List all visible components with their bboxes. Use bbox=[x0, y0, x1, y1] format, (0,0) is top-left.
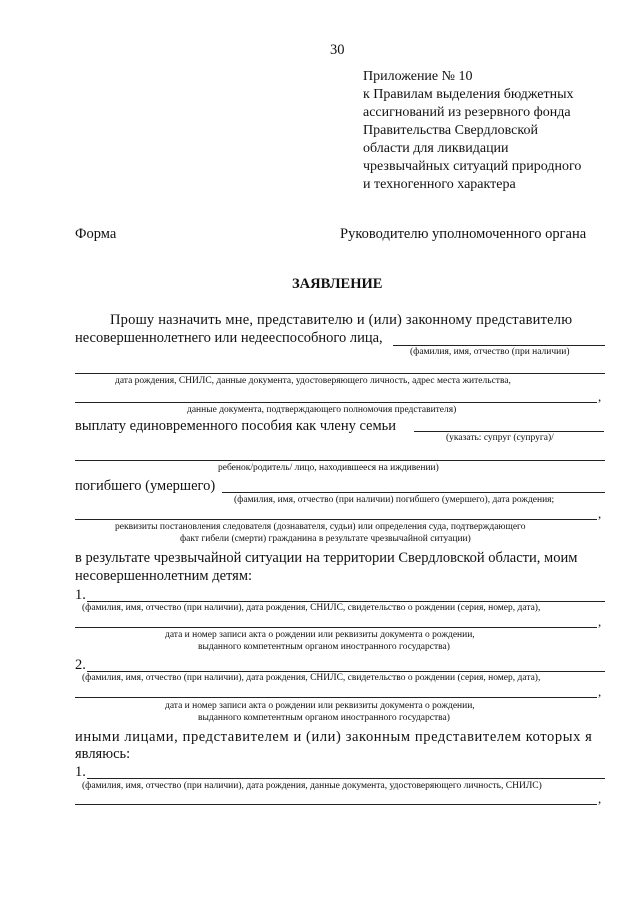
comma: , bbox=[598, 791, 602, 806]
appendix-line: чрезвычайных ситуаций природного bbox=[363, 159, 582, 174]
appendix-line: Правительства Свердловской bbox=[363, 123, 538, 138]
deceased-field-line[interactable] bbox=[222, 492, 605, 493]
appendix-line: ассигнований из резервного фонда bbox=[363, 105, 571, 120]
decree-hint-1: реквизиты постановления следователя (дознавателя, судьи) или определения суда, подтверждающего bbox=[115, 522, 526, 532]
fio-field-line[interactable] bbox=[393, 345, 605, 346]
comma: , bbox=[598, 684, 602, 699]
other-1-field-line[interactable] bbox=[87, 778, 605, 779]
other-1-number: 1. bbox=[75, 764, 86, 780]
rep-doc-hint: данные документа, подтверждающего полномочия представителя) bbox=[187, 405, 457, 415]
relation-field-line[interactable] bbox=[414, 431, 604, 432]
body-line-7: иными лицами, представителем и (или) законным представителем которых я bbox=[75, 729, 593, 745]
body-line-2: несовершеннолетнего или недееспособного лица, bbox=[75, 330, 383, 346]
child-1-field-line[interactable] bbox=[87, 601, 605, 602]
appendix-block bbox=[363, 68, 581, 194]
rep-doc-field-line[interactable] bbox=[75, 402, 597, 403]
birth-field-line[interactable] bbox=[75, 373, 605, 374]
child-1-number: 1. bbox=[75, 587, 86, 603]
document-title: ЗАЯВЛЕНИЕ bbox=[292, 276, 383, 292]
deceased-hint: (фамилия, имя, отчество (при наличии) погибшего (умершего), дата рождения; bbox=[234, 495, 555, 505]
child-2-hint: (фамилия, имя, отчество (при наличии), дата рождения, СНИЛС, свидетельство о рождении (серия, номер, дата), bbox=[82, 673, 541, 683]
appendix-line: Приложение № 10 bbox=[363, 69, 473, 84]
comma: , bbox=[598, 389, 602, 404]
body-line-1: Прошу назначить мне, представителю и (или) законному представителю bbox=[110, 312, 573, 328]
child-2-hint-2a: дата и номер записи акта о рождении или реквизиты документа о рождении, bbox=[165, 701, 475, 711]
body-line-6: несовершеннолетним детям: bbox=[75, 568, 253, 584]
body-line-8: являюсь: bbox=[75, 746, 131, 762]
body-line-3: выплату единовременного пособия как члену семьи bbox=[75, 418, 397, 434]
child-1-hint-2a: дата и номер записи акта о рождении или реквизиты документа о рождении, bbox=[165, 630, 475, 640]
child-2-field-line-2[interactable] bbox=[75, 697, 597, 698]
child-2-number: 2. bbox=[75, 657, 86, 673]
child-1-hint: (фамилия, имя, отчество (при наличии), дата рождения, СНИЛС, свидетельство о рождении (серия, номер, дата), bbox=[82, 603, 541, 613]
comma: , bbox=[598, 506, 602, 521]
child-2-field-line[interactable] bbox=[87, 671, 605, 672]
body-line-5: в результате чрезвычайной ситуации на территории Свердловской области, моим bbox=[75, 550, 578, 566]
child-1-field-line-2[interactable] bbox=[75, 627, 597, 628]
appendix-line: к Правилам выделения бюджетных bbox=[363, 87, 574, 102]
appendix-line: и техногенного характера bbox=[363, 177, 516, 192]
relation-hint: (указать: супруг (супруга)/ bbox=[446, 433, 554, 443]
other-1-field-line-2[interactable] bbox=[75, 804, 597, 805]
form-label: Форма bbox=[75, 226, 117, 242]
page-number: 30 bbox=[330, 42, 345, 58]
decree-field-line[interactable] bbox=[75, 519, 597, 520]
body-line-4: погибшего (умершего) bbox=[75, 478, 216, 494]
child-2-hint-2b: выданного компетентным органом иностранного государства) bbox=[198, 713, 450, 723]
relation-hint-2: ребенок/родитель/ лицо, находившееся на иждивении) bbox=[218, 463, 439, 473]
comma: , bbox=[598, 614, 602, 629]
birth-hint: дата рождения, СНИЛС, данные документа, удостоверяющего личность, адрес места жительства, bbox=[115, 376, 511, 386]
child-1-hint-2b: выданного компетентным органом иностранного государства) bbox=[198, 642, 450, 652]
appendix-line: области для ликвидации bbox=[363, 141, 509, 156]
relation-field-line-2[interactable] bbox=[75, 460, 605, 461]
fio-hint: (фамилия, имя, отчество (при наличии) bbox=[410, 347, 570, 357]
other-1-hint: (фамилия, имя, отчество (при наличии), дата рождения, данные документа, удостоверяющего личность, СНИЛС) bbox=[82, 781, 542, 791]
decree-hint-2: факт гибели (смерти) гражданина в результате чрезвычайной ситуации) bbox=[180, 534, 471, 544]
addressee: Руководителю уполномоченного органа bbox=[340, 226, 587, 242]
